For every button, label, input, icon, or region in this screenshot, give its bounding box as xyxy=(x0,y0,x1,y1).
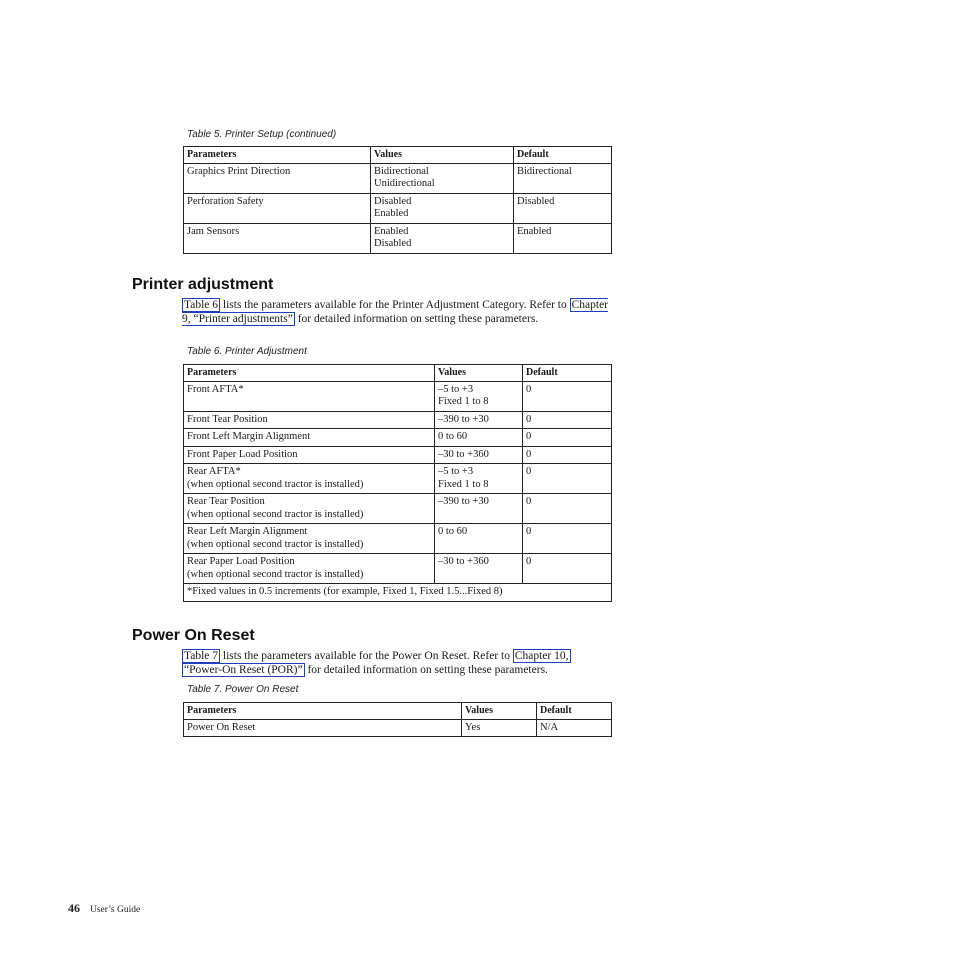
table-row xyxy=(184,429,612,447)
column-header-default: Default xyxy=(537,703,612,720)
table-row xyxy=(184,381,612,411)
paragraph-text: lists the parameters available for the Printer Adjustment Category. Refer to xyxy=(220,299,570,311)
values-cell xyxy=(371,163,514,193)
values-cell xyxy=(435,494,523,524)
paragraph-text: lists the parameters available for the Power On Reset. Refer to xyxy=(220,650,513,662)
param-line: (when optional second tractor is installed) xyxy=(187,508,364,520)
param-cell: Power On Reset xyxy=(184,719,462,737)
default-cell: Bidirectional xyxy=(514,163,612,193)
page-footer xyxy=(68,901,140,916)
column-header-values: Values xyxy=(435,365,523,382)
values-cell xyxy=(435,524,523,554)
param-cell: Perforation Safety xyxy=(184,193,371,223)
default-cell: Enabled xyxy=(514,223,612,253)
param-cell xyxy=(184,494,435,524)
param-cell: Graphics Print Direction xyxy=(184,163,371,193)
value-line: –30 to +360 xyxy=(438,448,489,460)
column-header-parameters: Parameters xyxy=(184,703,462,720)
table6-printer-adjustment xyxy=(183,364,612,602)
table6-footnote: *Fixed values in 0.5 increments (for example, Fixed 1, Fixed 1.5...Fixed 8) xyxy=(184,584,612,602)
param-line: Front Left Margin Alignment xyxy=(187,431,311,442)
param-line: Rear Left Margin Alignment xyxy=(187,526,308,537)
value-line: –390 to +30 xyxy=(438,496,489,507)
values-cell: Yes xyxy=(462,719,537,737)
page-number: 46 xyxy=(68,901,80,915)
table-row xyxy=(184,446,612,464)
param-cell xyxy=(184,464,435,494)
value-line: –5 to +3 xyxy=(438,383,474,395)
default-cell: 0 xyxy=(523,494,612,524)
values-cell xyxy=(435,446,523,464)
table-row xyxy=(184,223,612,253)
table6-link[interactable]: Table 6 xyxy=(184,299,219,311)
param-line: Front AFTA* xyxy=(187,383,244,395)
param-cell xyxy=(184,381,435,411)
value-line: Bidirectional xyxy=(374,165,429,177)
value-line: 0 to 60 xyxy=(438,431,468,442)
param-line: Rear AFTA* xyxy=(187,466,241,477)
param-cell: Jam Sensors xyxy=(184,223,371,253)
paragraph-text: for detailed information on setting these parameters. xyxy=(304,663,548,676)
values-cell xyxy=(435,429,523,447)
value-line: Disabled xyxy=(374,195,412,207)
table-header-row xyxy=(184,365,612,382)
column-header-values: Values xyxy=(462,703,537,720)
table5-caption: Table 5. Printer Setup (continued) xyxy=(187,129,337,140)
param-cell xyxy=(184,411,435,429)
chapter10-link[interactable]: Chapter 10, xyxy=(514,650,569,662)
column-header-parameters: Parameters xyxy=(184,147,371,164)
values-cell xyxy=(435,554,523,584)
default-cell: 0 xyxy=(523,411,612,429)
values-cell xyxy=(435,464,523,494)
default-cell: 0 xyxy=(523,429,612,447)
table7-link[interactable]: Table 7 xyxy=(184,650,219,662)
table-row xyxy=(184,719,612,737)
value-line: –5 to +3 xyxy=(438,466,474,477)
param-line: (when optional second tractor is installed) xyxy=(187,568,364,580)
column-header-parameters: Parameters xyxy=(184,365,435,382)
section-heading-printer-adjustment: Printer adjustment xyxy=(132,276,274,293)
default-cell: 0 xyxy=(523,554,612,584)
value-line: Enabled xyxy=(374,208,409,219)
default-cell: 0 xyxy=(523,446,612,464)
default-cell: 0 xyxy=(523,464,612,494)
param-line: Rear Paper Load Position xyxy=(187,556,295,567)
printer-adjustment-paragraph xyxy=(182,299,612,326)
table-header-row xyxy=(184,703,612,720)
value-line: 0 to 60 xyxy=(438,526,468,537)
value-line: Enabled xyxy=(374,225,409,237)
default-cell: Disabled xyxy=(514,193,612,223)
table-header-row xyxy=(184,147,612,164)
param-line: Front Paper Load Position xyxy=(187,448,298,460)
table-footnote-row xyxy=(184,584,612,602)
param-line: Front Tear Position xyxy=(187,413,268,425)
values-cell xyxy=(435,381,523,411)
param-cell xyxy=(184,429,435,447)
values-cell xyxy=(371,193,514,223)
value-line: –30 to +360 xyxy=(438,556,489,567)
param-line: (when optional second tractor is installed) xyxy=(187,478,364,490)
values-cell xyxy=(371,223,514,253)
default-cell: N/A xyxy=(537,719,612,737)
guide-title: User’s Guide xyxy=(90,905,141,915)
table7-power-on-reset xyxy=(183,702,612,737)
section-heading-power-on-reset: Power On Reset xyxy=(132,627,255,644)
chapter10-title-link[interactable]: “Power-On Reset (POR)” xyxy=(184,663,303,676)
column-header-default: Default xyxy=(523,365,612,382)
column-header-default: Default xyxy=(514,147,612,164)
table-row xyxy=(184,554,612,584)
paragraph-text: for detailed information on setting these parameters. xyxy=(294,312,539,325)
param-cell xyxy=(184,554,435,584)
param-line: Rear Tear Position xyxy=(187,496,265,507)
power-on-reset-paragraph xyxy=(182,650,612,677)
table-row xyxy=(184,464,612,494)
table-row xyxy=(184,163,612,193)
param-cell xyxy=(184,524,435,554)
default-cell: 0 xyxy=(523,381,612,411)
table-row xyxy=(184,411,612,429)
value-line: Fixed 1 to 8 xyxy=(438,478,489,490)
value-line: Unidirectional xyxy=(374,178,435,189)
default-cell: 0 xyxy=(523,524,612,554)
table6-caption: Table 6. Printer Adjustment xyxy=(187,346,307,357)
value-line: Fixed 1 to 8 xyxy=(438,396,489,407)
column-header-values: Values xyxy=(371,147,514,164)
chapter9-link[interactable]: Chapter 9, “Printer adjustments” xyxy=(182,299,609,325)
param-line: (when optional second tractor is installed) xyxy=(187,538,364,550)
table-row xyxy=(184,494,612,524)
table-row xyxy=(184,193,612,223)
table-row xyxy=(184,524,612,554)
param-cell xyxy=(184,446,435,464)
value-line: Disabled xyxy=(374,238,412,249)
table5-printer-setup xyxy=(183,146,612,254)
value-line: –390 to +30 xyxy=(438,413,489,425)
values-cell xyxy=(435,411,523,429)
table7-caption: Table 7. Power On Reset xyxy=(187,684,299,695)
